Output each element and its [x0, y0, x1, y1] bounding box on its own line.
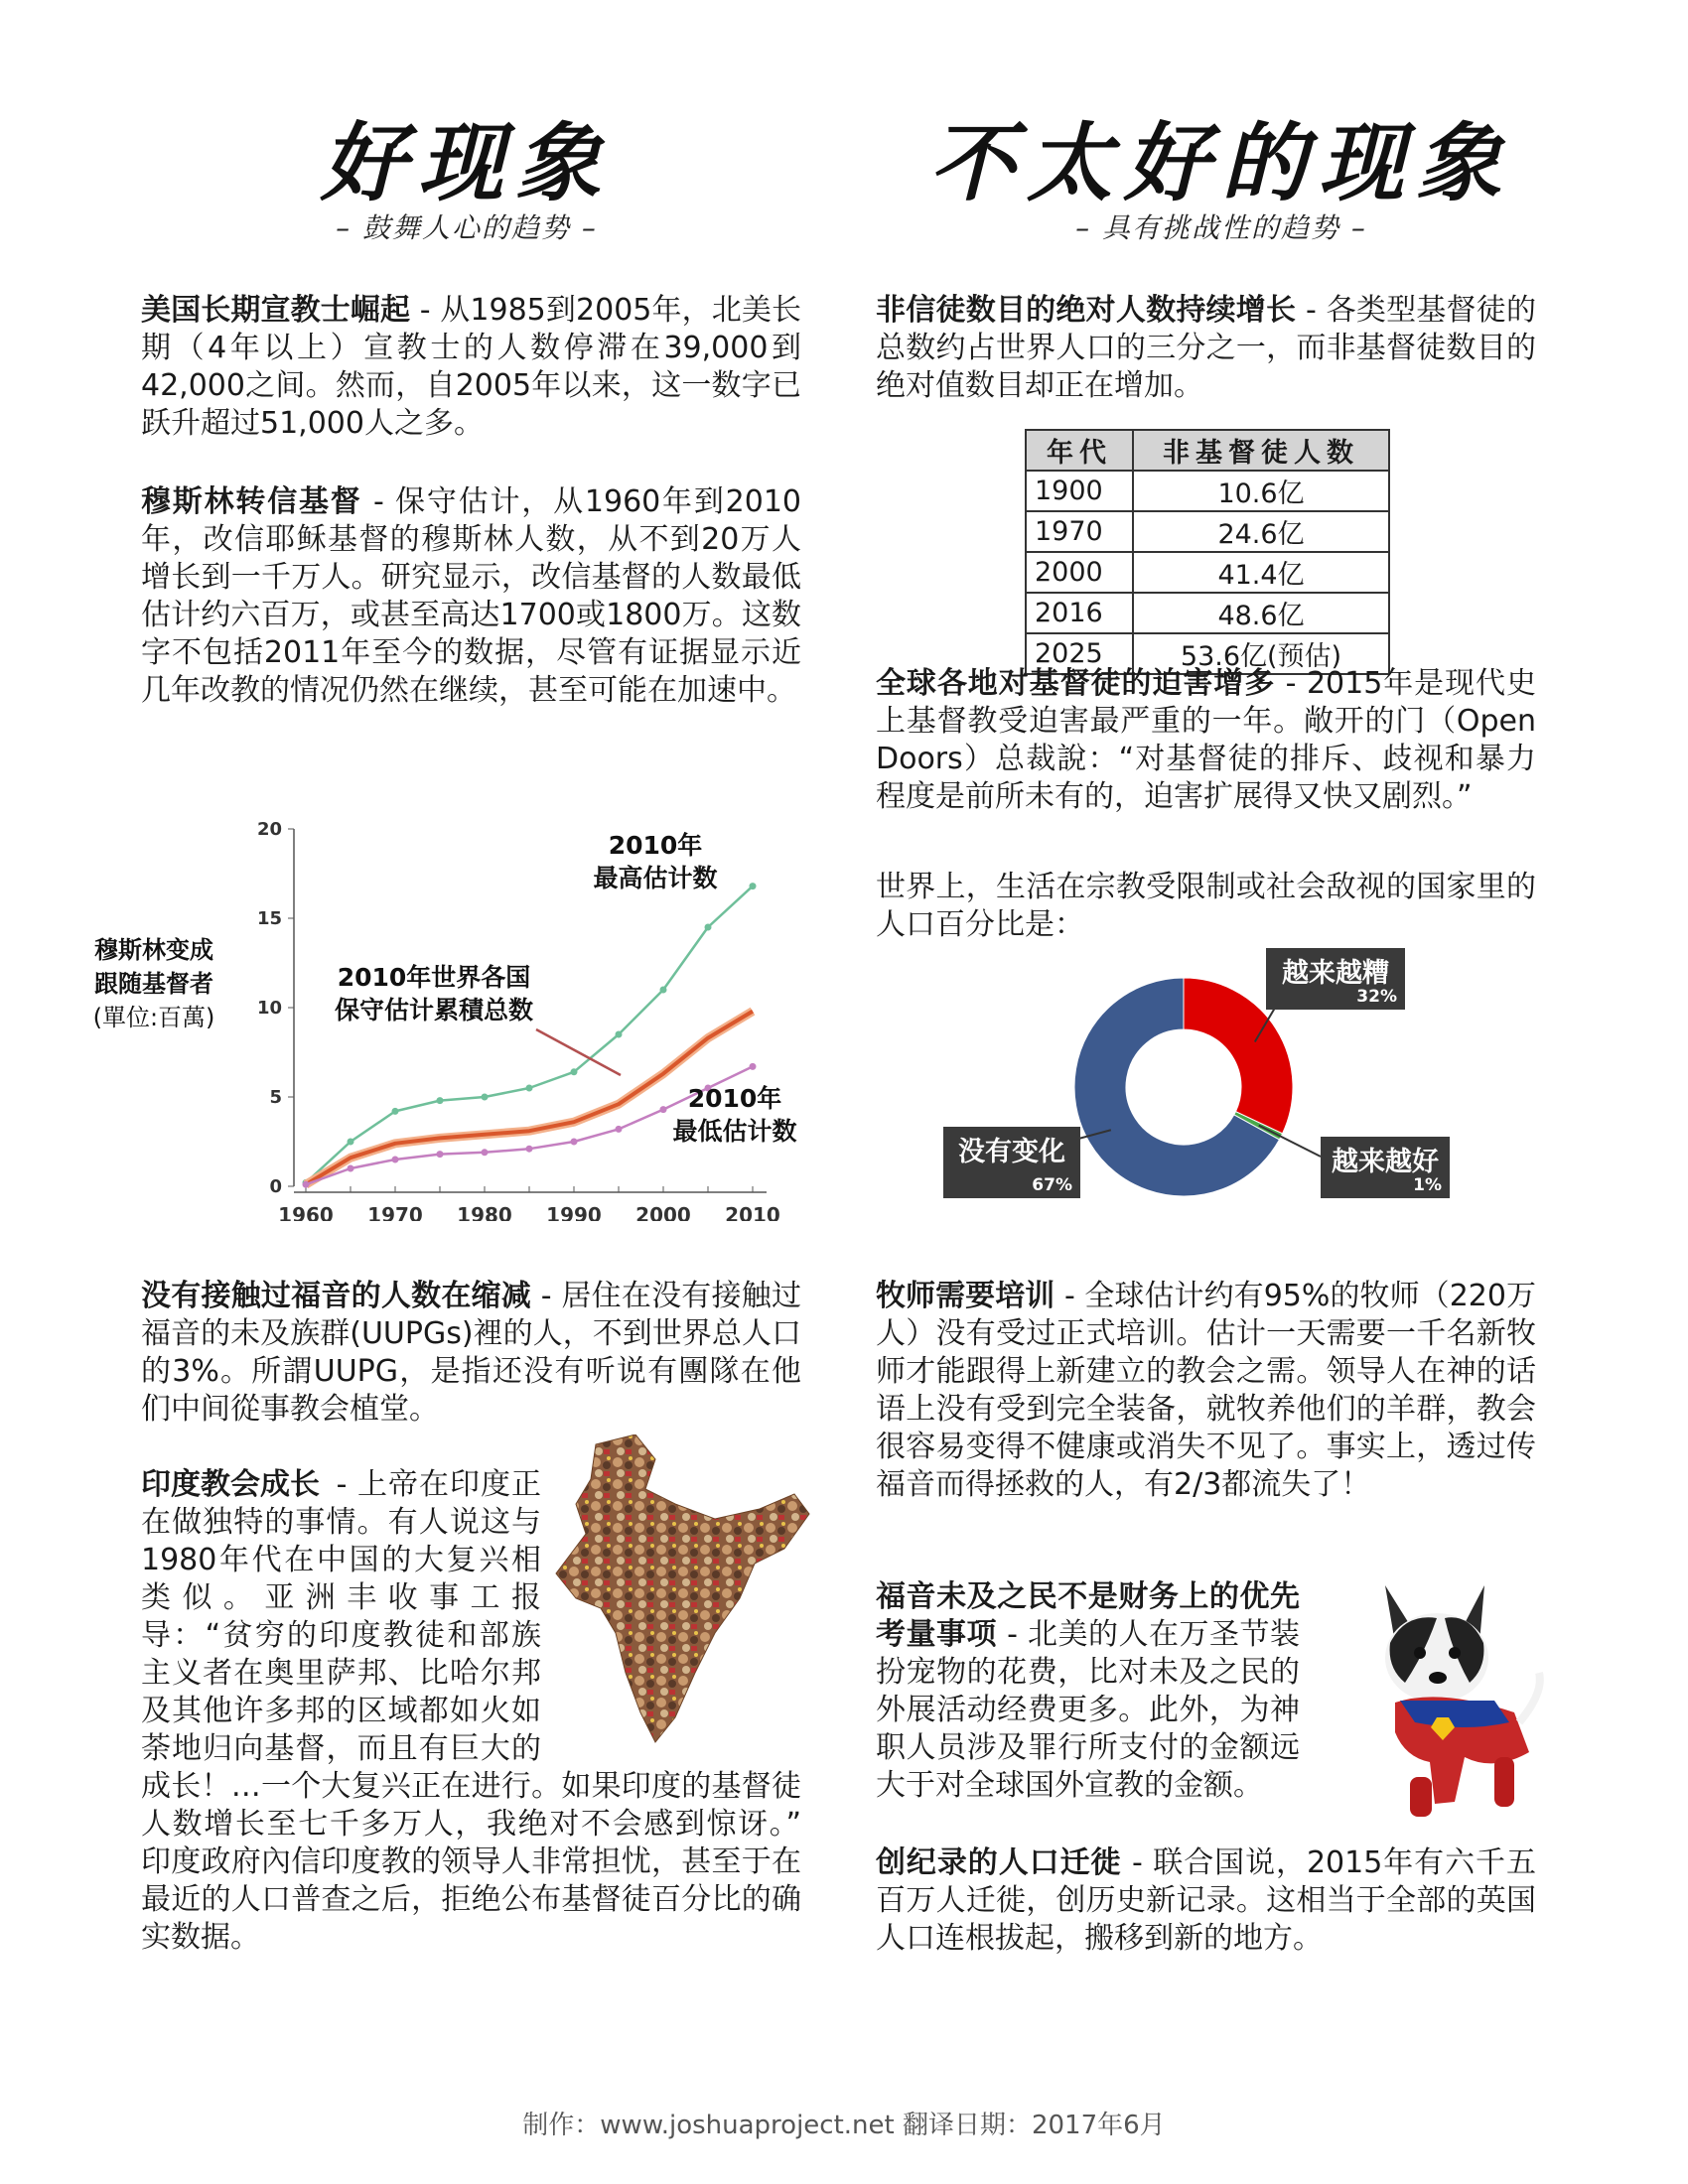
donut-label-pct: 32% [1356, 987, 1397, 1007]
data-point [482, 1094, 489, 1101]
section-heading: 福音未及之民不是财务上的优先考量事项 [876, 1579, 1300, 1652]
table-row [1026, 471, 1389, 511]
section-body: - 居住在没有接触过福音的未及族群(UUPGs)裡的人，不到世界总人口的3%。所謂UUPG，是指还没有听说有團隊在他们中间從事教会植堂。 [141, 1279, 801, 1427]
data-point [482, 1149, 489, 1156]
section-muslims [141, 483, 801, 710]
table-cell: 24.6亿 [1133, 511, 1389, 552]
chart-series-labels [335, 831, 797, 1146]
section-body: - 保守估计，从1960年到2010年，改信耶稣基督的穆斯林人数，从不到20万人增长到一千万人。研究显示，改信基督的人数最低估计约六百万，或甚至高达1700或1800万。这数字不包括2011年至今的数据，尽管有证据显示近几年改教的情况仍然在继续，甚至可能在加速中。 [141, 484, 802, 708]
section-heading: 美国长期宣教士崛起 [141, 293, 411, 328]
table-header: 年代 [1026, 430, 1133, 471]
section-india-body-wrap [141, 1466, 801, 1992]
table-row [1026, 552, 1389, 593]
data-point [348, 1139, 354, 1146]
data-point [616, 1126, 623, 1133]
section-heading: 牧师需要培训 [876, 1279, 1055, 1313]
donut-label-name: 越来越好 [1332, 1147, 1439, 1177]
x-tick-label: 2010 [725, 1203, 780, 1221]
section-nonbelievers [876, 292, 1536, 405]
data-point [571, 1139, 578, 1146]
table-cell: 1970 [1026, 511, 1133, 552]
left-subtitle: – 鼓舞人心的趋势 – [336, 211, 598, 244]
data-point [437, 1151, 444, 1158]
muslim-conversion-chart [89, 809, 814, 1221]
series-label-line: 保守估计累積总数 [334, 996, 534, 1024]
section-migration [876, 1844, 1536, 1958]
section-body: - 各类型基督徒的总数约占世界人口的三分之一，而非基督徒数目的绝对值数目却正在增加。 [876, 293, 1536, 403]
data-point [660, 1106, 667, 1113]
data-point [303, 1181, 310, 1188]
series-label-line: 2010年 [687, 1084, 782, 1113]
donut-label-pct: 1% [1413, 1175, 1442, 1195]
section-heading: 印度教会成长 [141, 1467, 320, 1502]
data-point [437, 1097, 444, 1104]
left-title: 好现象 [321, 113, 613, 213]
table-cell: 53.6亿(预估) [1133, 633, 1389, 674]
series-label-line: 2010年 [608, 831, 703, 860]
section-missionaries [141, 292, 801, 443]
data-point [750, 1063, 757, 1070]
x-tick-label: 1990 [546, 1203, 602, 1221]
right-subtitle: – 具有挑战性的趋势 – [1075, 211, 1367, 244]
restriction-donut-chart [923, 943, 1479, 1231]
y-tick-label: 5 [269, 1087, 282, 1108]
nonchristian-table [1025, 429, 1390, 675]
table-cell: 2025 [1026, 633, 1133, 674]
dog-spacer [1300, 1578, 1536, 1837]
data-point [348, 1165, 354, 1172]
table-cell: 48.6亿 [1133, 593, 1389, 633]
section-persecution [876, 665, 1536, 816]
data-point [571, 1068, 578, 1075]
donut-label-name: 越来越糟 [1282, 958, 1389, 989]
section-heading: 非信徒数目的绝对人数持续增长 [876, 293, 1297, 328]
y-tick-label: 10 [256, 998, 282, 1019]
section-body: - 全球估计约有95%的牧师（220万人）没有受过正式培训。估计一天需要一千名新牧师才能跟得上新建立的教会之需。领导人在神的话语上没有受到完全装备，就牧养他们的羊群，教会很容易变得不健康或消失不见了。事实上，透过传福音而得拯救的人，有2/3都流失了！ [876, 1279, 1537, 1502]
section-unengaged [141, 1278, 801, 1429]
section-heading: 全球各地对基督徒的迫害增多 [876, 666, 1276, 701]
y-tick-label: 20 [256, 819, 282, 840]
x-tick-label: 1980 [457, 1203, 512, 1221]
data-point [526, 1085, 533, 1092]
y-tick-label: 15 [256, 908, 282, 929]
table-cell: 41.4亿 [1133, 552, 1389, 593]
x-tick-label: 2000 [635, 1203, 691, 1221]
section-body: - 从1985到2005年，北美长期（4年以上）宣教士的人数停滞在39,000到42,000之间。然而，自2005年以来，这一数字已跃升超过51,000人之多。 [141, 293, 801, 441]
table-cell: 2000 [1026, 552, 1133, 593]
series-label-line: 最高估计数 [593, 864, 718, 892]
section-heading: 穆斯林转信基督 [141, 484, 362, 519]
donut-label-pct: 67% [1032, 1175, 1072, 1195]
section-body: - 北美的人在万圣节装扮宠物的花费，比对未及之民的外展活动经费更多。此外，为神职人员涉及罪行所支付的金额远大于对全球国外宣教的金额。 [876, 1617, 1300, 1803]
section-heading: 没有接触过福音的人数在缩减 [141, 1279, 532, 1313]
y-tick-label: 0 [269, 1176, 282, 1197]
map-spacer [541, 1466, 801, 1734]
table-header: 非基督徒人数 [1133, 430, 1389, 471]
section-restricted-intro [876, 869, 1536, 944]
x-tick-label: 1960 [278, 1203, 334, 1221]
section-heading: 创纪录的人口迁徙 [876, 1845, 1122, 1880]
donut-label-name: 没有变化 [958, 1137, 1065, 1167]
data-point [660, 987, 667, 994]
table-cell: 10.6亿 [1133, 471, 1389, 511]
donut-slices [1074, 978, 1293, 1196]
chart-ylabel-line: 穆斯林变成 [94, 936, 213, 964]
section-pastors [876, 1278, 1536, 1504]
data-point [616, 1031, 623, 1038]
table-cell: 1900 [1026, 471, 1133, 511]
section-body: - 联合国说，2015年有六千五百万人迁徙，创历史新记录。这相当于全部的英国人口连根拔起，搬移到新的地方。 [876, 1845, 1536, 1956]
chart-ylabel [93, 936, 215, 1031]
section-body: - 上帝在印度正在做独特的事情。有人说这与1980年代在中国的大复兴相类似。亚洲丰收事工报导：“贫穷的印度教徒和部族主义者在奥里萨邦、比哈尔邦及其他许多邦的区域都如火如荼地归向基督，而且有巨大的成长！…一个大复兴正在进行。如果印度的基督徒人数增长至七千多万人，我绝对不会感到惊讶。” 印度政府內信印度教的领导人非常担忧，甚至于在最近的人口普查之后，拒绝公布基督徒百分比的确实数据。 [141, 1467, 801, 1955]
data-point [705, 924, 712, 931]
section-body: - 2015年是现代史上基督教受迫害最严重的一年。敞开的门（Open Doors）总裁說：“对基督徒的排斥、歧视和暴力程度是前所未有的，迫害扩展得又快又剧烈。” [876, 666, 1536, 814]
x-tick-label: 1970 [367, 1203, 423, 1221]
table-row [1026, 593, 1389, 633]
chart-ylabel-line: (單位:百萬) [92, 1004, 215, 1031]
series-label-line: 2010年世界各国 [337, 963, 531, 992]
table-cell: 2016 [1026, 593, 1133, 633]
chart-ylabel-line: 跟随基督者 [94, 970, 213, 998]
section-body: 世界上，生活在宗教受限制或社会敌视的国家里的人口百分比是： [876, 870, 1536, 942]
data-point [526, 1146, 533, 1153]
data-point [392, 1108, 399, 1115]
series-label-line: 最低估计数 [672, 1117, 797, 1146]
data-point [750, 883, 757, 889]
section-finance [876, 1578, 1536, 1803]
footer-credit: 制作：www.joshuaproject.net 翻译日期：2017年6月 [522, 2111, 1166, 2140]
table-header-row [1026, 430, 1389, 471]
data-point [392, 1157, 399, 1163]
table-row [1026, 511, 1389, 552]
right-title: 不太好的现象 [929, 113, 1513, 213]
